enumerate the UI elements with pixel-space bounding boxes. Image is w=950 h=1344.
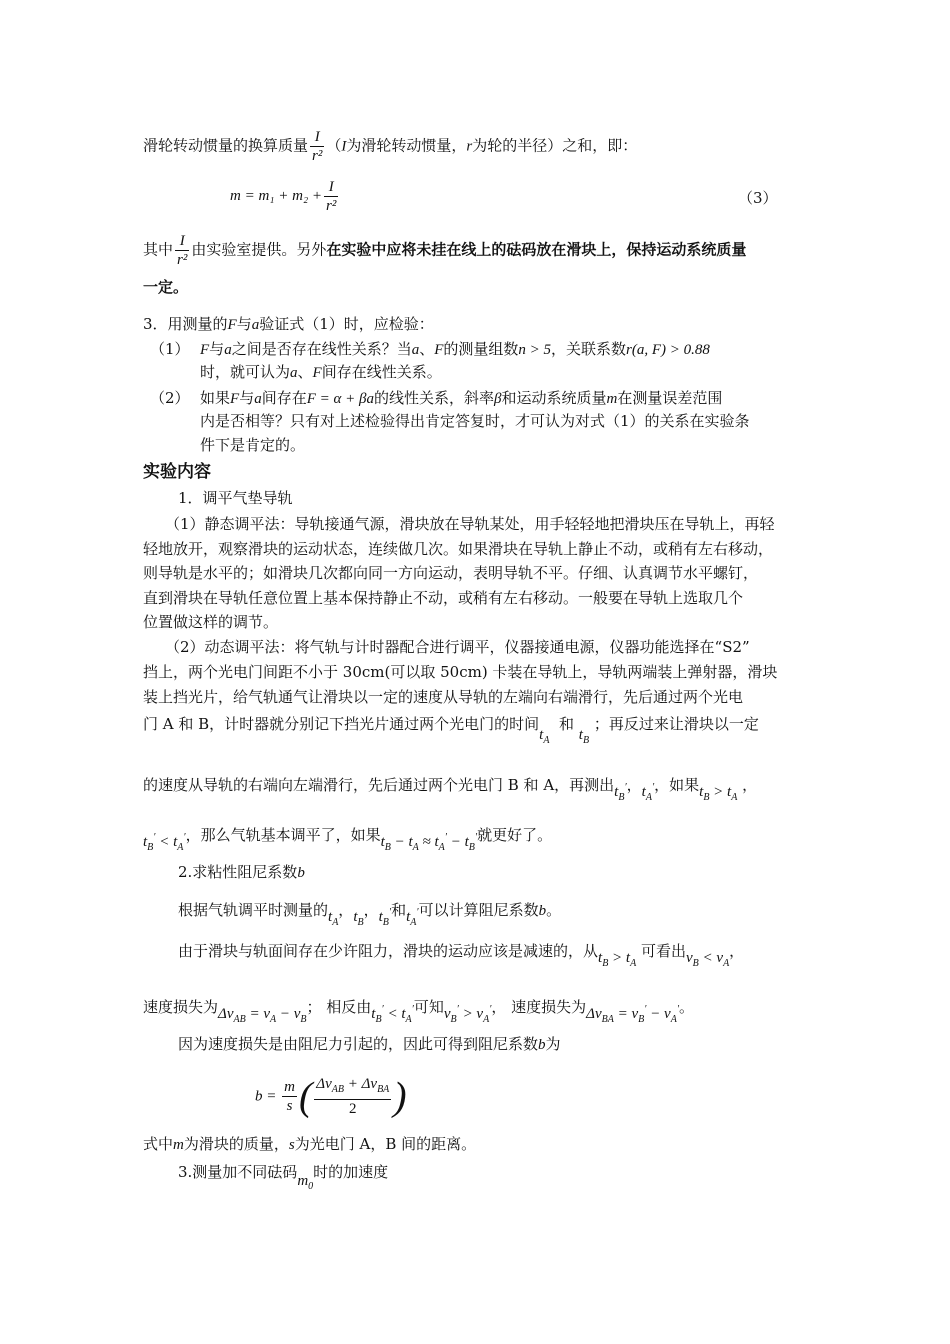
text: 为光电门 A，B 间的距离。 — [294, 1135, 477, 1153]
fraction-i-over-r2 — [324, 178, 338, 215]
text: 3.测量加不同砝码 — [178, 1163, 298, 1181]
formula-lhs: b = — [255, 1088, 277, 1105]
text: 与 — [236, 315, 252, 333]
frac-den: r² — [312, 148, 323, 164]
damping-para-2 — [178, 940, 744, 969]
math: n > 5 — [518, 342, 552, 358]
text: 的测量组数 — [443, 340, 519, 358]
text: 为滑块的质量， — [183, 1135, 289, 1153]
text: 可知 — [413, 998, 444, 1016]
math: s — [288, 1137, 295, 1153]
equation-number: （3） — [738, 189, 778, 207]
text: 验证式（1）时，应检验： — [259, 315, 434, 333]
text: 如果 — [200, 389, 231, 407]
text: 时的加速度 — [313, 1163, 389, 1181]
text: 。 — [679, 998, 695, 1016]
text: 在测量误差范围 — [617, 389, 723, 407]
text: 为 — [545, 1035, 561, 1053]
frac-den: r² — [177, 252, 188, 268]
math-tB-prime-lt-tA-prime: $t_B' < t_A'$ — [143, 832, 186, 853]
left-paren: ( — [298, 1073, 313, 1119]
text: ，关联系数 — [551, 340, 627, 358]
check-1-line-1 — [200, 338, 710, 361]
text: 和 — [391, 901, 407, 919]
math: F — [200, 342, 210, 358]
math-delta-vAB: $\Delta v_{AB} = v_A - v_B$ — [218, 1006, 307, 1025]
text: 门 A 和 B，计时器就分别记下挡光片通过两个光电门的时间 — [143, 715, 540, 733]
math: I — [341, 138, 347, 155]
text: 的速度从导轨的右端向左端滑行，先后通过两个光电门 B 和 A，再测出 — [143, 776, 615, 794]
frac-num: I — [314, 129, 320, 145]
dynamic-line: 挡上，两个光电门间距不小于 30cm(可以取 50cm) 卡装在导轨上，导轨两端装上弹射器，滑块 — [143, 663, 778, 681]
text: 速度损失为 — [143, 998, 219, 1016]
math: a — [251, 317, 260, 333]
math: β — [494, 391, 502, 407]
math-difference-equality: $t_B - t_A \approx t_A' - t_B'$ — [380, 832, 478, 853]
math-tA: $t_A$ — [328, 909, 339, 928]
math-tB: $t_B$ — [353, 909, 364, 928]
dynamic-line — [143, 771, 757, 803]
bold-text: 一定。 — [143, 278, 189, 296]
text: 时，就可认为 — [200, 363, 291, 381]
paragraph-inertia — [143, 128, 637, 165]
math-tA-prime: $t_A'$ — [406, 907, 419, 928]
text: 之间是否存在线性关系？当 — [231, 340, 412, 358]
text: 、 — [419, 340, 435, 358]
math: r — [466, 138, 473, 155]
text: ， — [363, 901, 379, 919]
static-line: 直到滑块在导轨任意位置上基本保持静止不动，或稍有左右移动。一般要在导轨上选取几个 — [143, 589, 744, 607]
math: F — [434, 342, 444, 358]
math: r(a, F) > 0.88 — [626, 342, 710, 358]
math-tB: $t_B$ — [578, 727, 590, 746]
text: 因为速度损失是由阻尼力引起的，因此可得到阻尼系数 — [178, 1035, 539, 1053]
math: F — [312, 365, 322, 381]
equation-3 — [230, 178, 340, 215]
fraction-i-over-r2 — [310, 128, 324, 165]
text: 可看出 — [640, 942, 686, 960]
static-line: 轻地放开，观察滑块的运动状态，连续做几次。如果滑块在导轨上静止不动，或稍有左右移动， — [143, 540, 774, 558]
damping-para-1 — [178, 896, 561, 928]
text: 。 — [546, 901, 562, 919]
subheading-acceleration — [178, 1161, 388, 1190]
text: 、 — [297, 363, 313, 381]
frac-den: r² — [326, 198, 337, 214]
text: ；再反过来让滑块以一定 — [593, 715, 759, 733]
check-1-line-2 — [200, 361, 442, 384]
math: F — [230, 391, 240, 407]
text: 和 — [559, 715, 575, 733]
frac-num: m — [284, 1079, 295, 1095]
text: 间存在 — [261, 389, 307, 407]
text: 就更好了。 — [477, 826, 553, 844]
text: 为滑轮转动惯量， — [346, 136, 467, 155]
math: b — [297, 865, 305, 881]
text: 由于滑块与轨面间存在少许阻力，滑块的运动应该是减速的，从 — [178, 942, 599, 960]
bold-text: 在实验中应将未挂在线上的砝码放在滑块上，保持运动系统质量 — [326, 240, 747, 259]
dynamic-line — [143, 821, 552, 853]
static-line: 位置做这样的调节。 — [143, 613, 279, 631]
section-heading: 实验内容 — [143, 462, 211, 482]
text: ， — [338, 901, 354, 919]
damping-para-5 — [143, 1133, 476, 1156]
text: ， 速度损失为 — [491, 998, 587, 1016]
check-2-line-2: 内是否相等？只有对上述检验得出肯定答复时，才可认为对式（1）的关系在实验条 — [200, 412, 750, 430]
math-tB-gt-tA: $t_B > t_A$ — [699, 784, 738, 803]
math-tB-prime: $t_B'$ — [378, 907, 392, 928]
text: 为轮的半径）之和，即： — [472, 136, 638, 155]
subheading-damping — [178, 861, 305, 884]
math: a — [224, 342, 232, 358]
text: 滑轮转动惯量的换算质量 — [143, 136, 309, 155]
math-tA: $t_A$ — [539, 727, 550, 746]
check-2-line-3: 件下是肯定的。 — [200, 436, 306, 454]
math: a — [290, 365, 298, 381]
static-line: 则导轨是水平的；如滑块几次都向同一方向运动，表明导轨不平。仔细、认真调节水平螺钉， — [143, 564, 759, 582]
text: 与 — [239, 389, 255, 407]
math: F = α + βa — [306, 391, 374, 407]
math: F — [227, 317, 237, 333]
text: （ — [326, 136, 342, 155]
subheading-level-rail: 1．调平气垫导轨 — [178, 489, 293, 507]
text: 与 — [209, 340, 225, 358]
dynamic-line: （2）动态调平法：将气轨与计时器配合进行调平，仪器接通电源，仪器功能选择在“S2” — [165, 638, 750, 656]
dynamic-line — [143, 713, 759, 746]
text: ， — [742, 776, 758, 794]
text: 由实验室提供。另外 — [191, 240, 327, 259]
math: b — [538, 903, 547, 919]
text: ，那么气轨基本调平了，如果 — [185, 826, 381, 844]
math-vB-lt-vA: $v_B < v_A$ — [686, 950, 730, 969]
math: a — [411, 342, 420, 358]
math: b — [538, 1037, 546, 1053]
paragraph-note — [143, 232, 746, 269]
right-paren: ) — [393, 1073, 407, 1119]
static-line: （1）静态调平法：导轨接通气源，滑块放在导轨某处，用手轻轻地把滑块压在导轨上，再轻 — [165, 515, 775, 533]
check-2-label: （2） — [150, 389, 190, 407]
math: m — [606, 391, 618, 407]
math-tB-prime-lt-tA-prime: $t_B' < t_A'$ — [371, 1004, 414, 1025]
text: 的线性关系，斜率 — [373, 389, 494, 407]
text: 式中 — [143, 1135, 174, 1153]
frac-den: 2 — [314, 1099, 391, 1118]
damping-para-4 — [178, 1033, 561, 1056]
text: 其中 — [143, 240, 174, 259]
damping-formula — [255, 1075, 407, 1118]
math: a — [254, 391, 262, 407]
frac-den: s — [282, 1096, 297, 1115]
math-tA-prime: $t_A'$ — [641, 782, 655, 803]
frac-num: I — [179, 233, 185, 249]
math-tB-gt-tA: $t_B > t_A$ — [598, 950, 637, 969]
fraction-delta-sum — [314, 1075, 391, 1118]
fraction-i-over-r2 — [175, 232, 189, 269]
text: 间存在线性关系。 — [321, 363, 442, 381]
text: 可以计算阻尼系数 — [418, 901, 539, 919]
text: 和运动系统质量 — [501, 389, 607, 407]
text: ， — [626, 776, 642, 794]
text: 2.求粘性阻尼系数 — [178, 863, 298, 881]
text: ， — [729, 942, 745, 960]
math-m0: $m_0$ — [297, 1173, 314, 1192]
math-tB-prime: $t_B'$ — [614, 782, 627, 803]
fraction-m-over-s — [282, 1078, 297, 1115]
text: ，如果 — [654, 776, 700, 794]
check-1-label: （1） — [150, 340, 190, 358]
text: 根据气轨调平时测量的 — [178, 901, 329, 919]
text: ； 相反由 — [306, 998, 372, 1016]
frac-num: $\Delta v_{AB} + \Delta v_{BA}$ — [316, 1076, 390, 1095]
math-delta-vBA: $\Delta v_{BA} = v_B' - v_A'$ — [586, 1004, 680, 1025]
check-2-line-1 — [200, 387, 722, 410]
section-3-intro — [143, 313, 434, 336]
math: m — [173, 1137, 184, 1153]
text: 3．用测量的 — [143, 315, 228, 333]
equation-lhs: m = m₁ + m₂ + — [230, 187, 323, 204]
frac-num: I — [328, 179, 334, 195]
damping-para-3 — [143, 993, 694, 1025]
math-vB-prime-gt-vA-prime: $v_B' > v_A'$ — [443, 1004, 492, 1025]
dynamic-line: 装上挡光片，给气轨通气让滑块以一定的速度从导轨的左端向右端滑行，先后通过两个光电 — [143, 688, 744, 706]
